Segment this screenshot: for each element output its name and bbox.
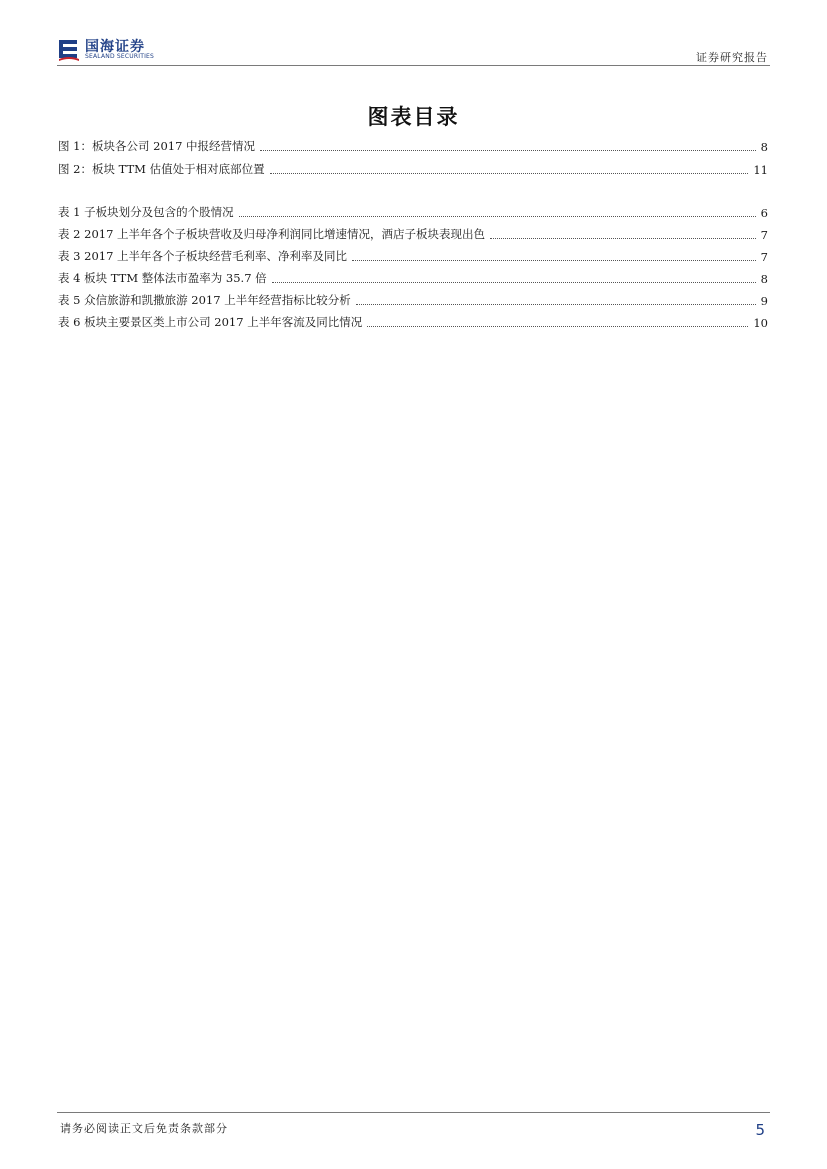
- logo-mark-icon: [57, 36, 81, 62]
- company-logo: [57, 36, 187, 64]
- toc-entry-page: 7: [760, 228, 768, 242]
- toc-entry-page: 7: [760, 250, 768, 264]
- page-header: [0, 0, 827, 70]
- toc-entry-table-3[interactable]: [58, 248, 768, 264]
- page-title: 图表目录: [367, 105, 460, 129]
- toc-entry-table-2[interactable]: [58, 226, 768, 242]
- toc-entry-label: 表 4 板块 TTM 整体法市盈率为 35.7 倍: [58, 271, 267, 285]
- toc-entry-page: 8: [760, 140, 768, 154]
- report-type-label: 证券研究报告: [696, 51, 768, 64]
- toc-leader-dots: [356, 292, 756, 305]
- toc-entry-label: 图 1：板块各公司 2017 中报经营情况: [58, 139, 256, 153]
- toc-leader-dots: [367, 314, 748, 327]
- toc-entry-label: 表 5 众信旅游和凯撒旅游 2017 上半年经营指标比较分析: [58, 293, 351, 307]
- logo-english-name: SEALAND SECURITIES: [85, 53, 155, 60]
- page-number: 5: [755, 1121, 765, 1139]
- toc-entry-label: 表 3 2017 上半年各个子板块经营毛利率、净利率及同比: [58, 249, 348, 263]
- logo-chinese-name: 国海证券: [85, 39, 145, 55]
- footer-disclaimer: 请务必阅读正文后免责条款部分: [60, 1122, 228, 1135]
- toc-entry-page: 8: [760, 272, 768, 286]
- header-divider: [57, 65, 770, 66]
- toc-entry-page: 10: [753, 316, 768, 330]
- toc-entry-table-6[interactable]: [58, 314, 768, 330]
- toc-entry-figure-2[interactable]: [58, 161, 768, 177]
- toc-leader-dots: [272, 270, 756, 283]
- toc-entry-label: 表 2 2017 上半年各个子板块营收及归母净利润同比增速情况，酒店子板块表现出色: [58, 227, 486, 241]
- toc-leader-dots: [352, 248, 756, 261]
- toc-entry-table-1[interactable]: [58, 204, 768, 220]
- toc-entry-page: 6: [760, 206, 768, 220]
- toc-leader-dots: [270, 161, 749, 174]
- toc-entry-table-4[interactable]: [58, 270, 768, 286]
- toc-entry-label: 表 6 板块主要景区类上市公司 2017 上半年客流及同比情况: [58, 315, 363, 329]
- toc-leader-dots: [239, 204, 756, 217]
- toc-entry-figure-1[interactable]: [58, 138, 768, 154]
- toc-leader-dots: [260, 138, 756, 151]
- footer-divider: [57, 1112, 770, 1113]
- toc-entry-label: 表 1 子板块划分及包含的个股情况: [58, 205, 234, 219]
- toc-entry-label: 图 2：板块 TTM 估值处于相对底部位置: [58, 162, 265, 176]
- toc-entry-table-5[interactable]: [58, 292, 768, 308]
- toc-leader-dots: [490, 226, 756, 239]
- toc-entry-page: 9: [760, 294, 768, 308]
- toc-entry-page: 11: [753, 163, 768, 177]
